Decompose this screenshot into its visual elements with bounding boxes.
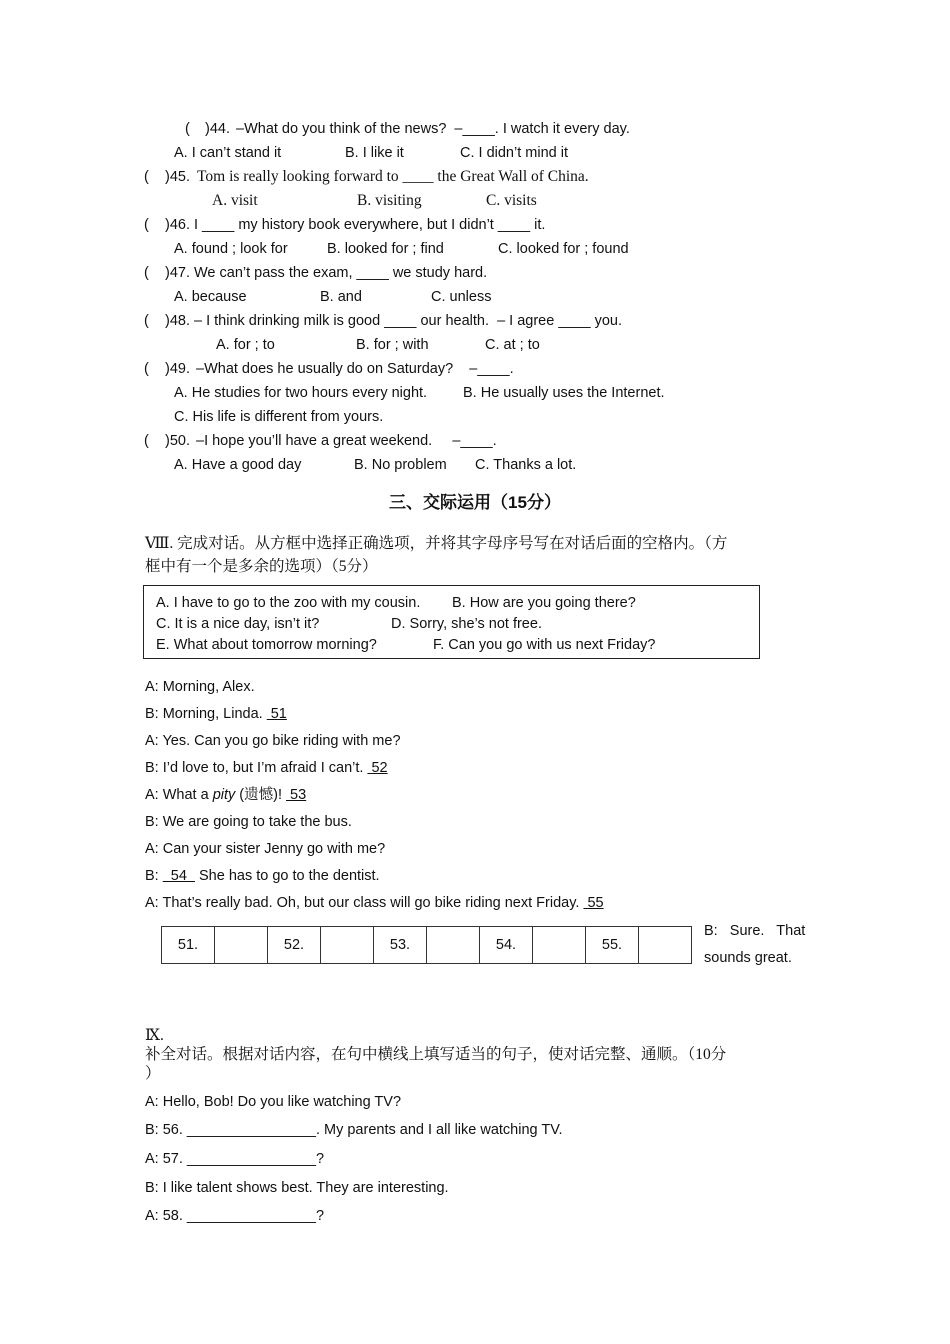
question-49-text: –What does he usually do on Saturday? –____.	[196, 361, 514, 377]
answer-label-55: 55.	[586, 927, 639, 964]
choice-b: B. How are you going there?	[452, 595, 636, 611]
paren-48: (	[144, 313, 149, 329]
blank-56: ________________	[186, 1122, 316, 1138]
option-44c: C. I didn’t mind it	[460, 145, 568, 161]
option-46a: A. found ; look for	[174, 241, 288, 257]
option-45c: C. visits	[486, 192, 537, 209]
option-45a: A. visit	[212, 192, 258, 209]
question-45-text: Tom is really looking forward to ____ the Great Wall of China.	[197, 168, 589, 185]
part9-instruction-line2: ）	[145, 1065, 161, 1082]
dialog-line-9-text: A: That’s really bad. Oh, but our class will go bike riding next Friday.	[145, 895, 584, 911]
dialog-line-5-italic: pity	[212, 787, 236, 803]
blank-51: 51	[266, 706, 287, 722]
question-44-text: –What do you think of the news? –____. I watch it every day.	[236, 121, 630, 137]
answer-label-53: 53.	[374, 927, 427, 964]
answer-cell-52	[321, 927, 374, 964]
question-45-num: )45.	[165, 169, 190, 185]
choice-f: F. Can you go with us next Friday?	[433, 637, 656, 653]
option-45b: B. visiting	[357, 192, 422, 209]
dialog-line-9	[145, 894, 604, 912]
option-46c: C. looked for ; found	[498, 241, 629, 257]
choice-box	[143, 585, 760, 659]
option-47a: A. because	[174, 289, 247, 305]
answer-label-51: 51.	[162, 927, 215, 964]
dialog-line-4	[145, 759, 388, 777]
question-46-text: I ____ my history book everywhere, but I didn’t ____ it.	[194, 217, 546, 233]
dialog-line-2	[145, 705, 287, 723]
dialog-line-8-text: B:	[145, 868, 163, 884]
option-48b: B. for ; with	[356, 337, 429, 353]
question-48-num: )48.	[165, 313, 190, 329]
dialog-line-5	[145, 786, 306, 804]
part9-line-3-pre: A: 57.	[145, 1151, 187, 1167]
question-47-text: We can’t pass the exam, ____ we study hard.	[194, 265, 488, 281]
part9-line-5	[145, 1207, 324, 1225]
option-50b: B. No problem	[354, 457, 447, 473]
answer-label-54: 54.	[480, 927, 533, 964]
question-44-num: )44.	[205, 121, 230, 137]
part8-instruction-line2: 框中有一个是多余的选项）（5分）	[145, 558, 378, 575]
part9-line-3	[145, 1150, 324, 1168]
paren-45: (	[144, 169, 149, 185]
option-48a: A. for ; to	[216, 337, 275, 353]
part9-line-2-pre: B: 56.	[145, 1122, 187, 1138]
part9-line-2	[145, 1121, 563, 1139]
side-reply-line1: B: Sure. That	[704, 923, 806, 939]
dialog-line-1-text: A: Morning, Alex.	[145, 679, 255, 695]
dialog-line-8-post: She has to go to the dentist.	[194, 868, 380, 884]
paren-49: (	[144, 361, 149, 377]
dialog-line-6	[145, 813, 352, 831]
question-47-num: )47.	[165, 265, 190, 281]
option-50a: A. Have a good day	[174, 457, 302, 473]
dialog-line-5-pre: A: What a	[145, 787, 213, 803]
section-title: 三、交际运用（15分）	[389, 493, 561, 512]
part9-line-5-pre: A: 58.	[145, 1208, 187, 1224]
answer-cell-54	[533, 927, 586, 964]
option-49c: C. His life is different from yours.	[174, 409, 384, 425]
option-44a: A. I can’t stand it	[174, 145, 282, 161]
dialog-line-3	[145, 732, 401, 750]
part9-line-3-post: ?	[315, 1151, 325, 1167]
part9-line-4-text: B: I like talent shows best. They are interesting.	[145, 1180, 449, 1196]
part8-instruction-line1: Ⅷ. 完成对话。从方框中选择正确选项，并将其字母序号写在对话后面的空格内。（方	[145, 535, 728, 552]
dialog-line-7	[145, 840, 385, 858]
option-46b: B. looked for ; find	[327, 241, 444, 257]
part9-line-5-post: ?	[315, 1208, 325, 1224]
question-46-num: )46.	[165, 217, 190, 233]
option-44b: B. I like it	[345, 145, 404, 161]
answer-table	[161, 926, 692, 964]
blank-57: ________________	[186, 1151, 316, 1167]
blank-58: ________________	[186, 1208, 316, 1224]
blank-53: 53	[286, 787, 307, 803]
dialog-line-2-text: B: Morning, Linda.	[145, 706, 267, 722]
question-50-text: –I hope you’ll have a great weekend. –____.	[196, 433, 497, 449]
option-50c: C. Thanks a lot.	[475, 457, 577, 473]
dialog-line-3-text: A: Yes. Can you go bike riding with me?	[145, 733, 401, 749]
answer-label-52: 52.	[268, 927, 321, 964]
part9-instruction-line1: 补全对话。根据对话内容，在句中横线上填写适当的句子，使对话完整、通顺。（10分	[145, 1046, 727, 1063]
question-48-text: – I think drinking milk is good ____ our health. – I agree ____ you.	[194, 313, 623, 329]
choice-a: A. I have to go to the zoo with my cousin.	[156, 595, 421, 611]
option-49b: B. He usually uses the Internet.	[463, 385, 665, 401]
question-49-num: )49.	[165, 361, 190, 377]
paren-47: (	[144, 265, 149, 281]
part9-line-4	[145, 1179, 449, 1197]
option-47c: C. unless	[431, 289, 492, 305]
choice-d: D. Sorry, she’s not free.	[391, 616, 542, 632]
blank-55: 55	[583, 895, 604, 911]
dialog-line-5-post: (遗憾)!	[235, 787, 287, 803]
question-50-num: )50.	[165, 433, 190, 449]
option-49a: A. He studies for two hours every night.	[174, 385, 428, 401]
blank-52: 52	[367, 760, 388, 776]
choice-c: C. It is a nice day, isn’t it?	[156, 616, 320, 632]
option-48c: C. at ; to	[485, 337, 540, 353]
paren-50: (	[144, 433, 149, 449]
blank-54: 54	[162, 868, 195, 884]
dialog-line-1	[145, 678, 255, 696]
answer-cell-53	[427, 927, 480, 964]
paren-44: (	[185, 121, 190, 137]
answer-row	[162, 927, 692, 964]
part9-line-1-text: A: Hello, Bob! Do you like watching TV?	[145, 1094, 402, 1110]
paren-46: (	[144, 217, 149, 233]
part9-line-1	[145, 1093, 401, 1111]
dialog-line-8	[145, 867, 380, 885]
part9-line-2-post: . My parents and I all like watching TV.	[315, 1122, 563, 1138]
dialog-line-4-text: B: I’d love to, but I’m afraid I can’t.	[145, 760, 368, 776]
side-reply-line2: sounds great.	[704, 950, 792, 966]
choice-e: E. What about tomorrow morning?	[156, 637, 377, 653]
option-47b: B. and	[320, 289, 362, 305]
part9-label: Ⅸ.	[145, 1027, 164, 1044]
answer-cell-55	[639, 927, 692, 964]
dialog-line-6-text: B: We are going to take the bus.	[145, 814, 352, 830]
dialog-line-7-text: A: Can your sister Jenny go with me?	[145, 841, 386, 857]
answer-cell-51	[215, 927, 268, 964]
